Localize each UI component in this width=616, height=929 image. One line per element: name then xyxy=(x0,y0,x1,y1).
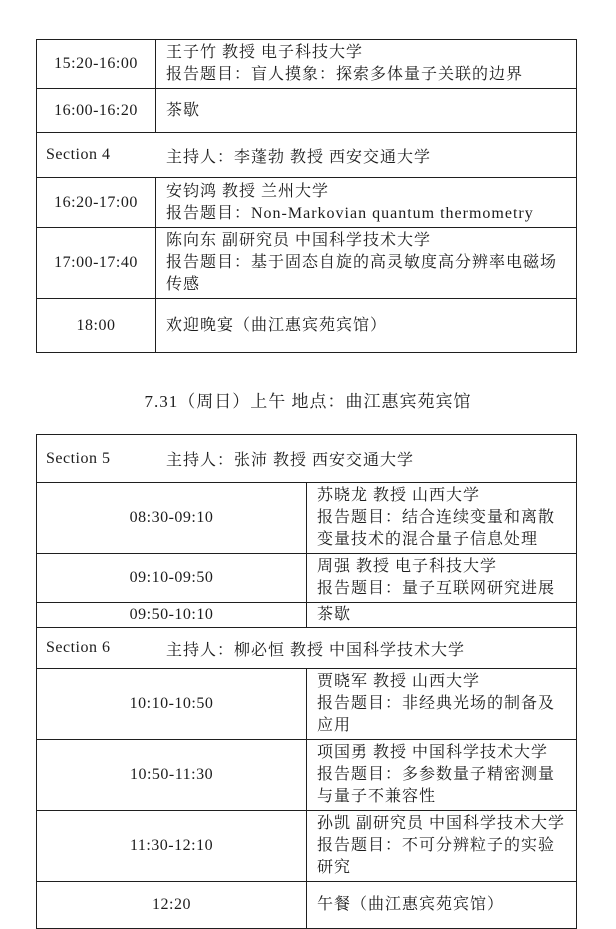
talk-cell xyxy=(156,178,577,228)
break-cell xyxy=(156,89,577,133)
time-cell: 10:50-11:30 xyxy=(37,740,307,811)
break-label: 午餐（曲江惠宾苑宾馆） xyxy=(317,896,505,913)
time-cell: 08:30-09:10 xyxy=(37,483,307,554)
section-cell xyxy=(37,133,577,178)
table-row xyxy=(37,483,577,554)
section-cell xyxy=(37,435,577,483)
table-row xyxy=(37,811,577,882)
time-cell: 12:20 xyxy=(37,882,307,929)
speaker-line: 孙凯 副研究员 中国科学技术大学 xyxy=(317,815,566,832)
talk-cell xyxy=(307,554,577,603)
morning-schedule-table xyxy=(36,434,577,929)
break-cell xyxy=(156,299,577,353)
talk-title-line: 报告题目：不可分辨粒子的实验研究 xyxy=(317,837,556,876)
time-cell: 16:00-16:20 xyxy=(37,89,156,133)
talk-title-line: 报告题目：盲人摸象：探索多体量子关联的边界 xyxy=(166,66,524,83)
talk-cell xyxy=(156,40,577,89)
talk-title-line: 报告题目：结合连续变量和离散变量技术的混合量子信息处理 xyxy=(317,509,556,548)
section-label: Section 5 xyxy=(46,449,111,467)
table-row-section xyxy=(37,435,577,483)
afternoon-schedule-table xyxy=(36,39,577,353)
talk-cell xyxy=(307,811,577,882)
table-row xyxy=(37,40,577,89)
talk-title-line: 报告题目：基于固态自旋的高灵敏度高分辨率电磁场传感 xyxy=(166,254,558,293)
session-chair: 主持人：柳必恒 教授 中国科学技术大学 xyxy=(166,641,466,659)
session-chair: 主持人：张沛 教授 西安交通大学 xyxy=(166,452,415,469)
speaker-line: 周强 教授 电子科技大学 xyxy=(317,558,498,575)
talk-cell xyxy=(156,228,577,299)
table-row xyxy=(37,299,577,353)
talk-title-line: 报告题目：非经典光场的制备及应用 xyxy=(317,695,556,734)
time-cell: 17:00-17:40 xyxy=(37,228,156,299)
table-row xyxy=(37,882,577,929)
time-cell: 09:50-10:10 xyxy=(37,603,307,628)
talk-title-line: 报告题目：Non-Markovian quantum thermometry xyxy=(166,204,534,222)
break-cell xyxy=(307,882,577,929)
talk-cell xyxy=(307,740,577,811)
table-row xyxy=(37,603,577,628)
speaker-line: 王子竹 教授 电子科技大学 xyxy=(166,44,364,61)
table-row xyxy=(37,669,577,740)
break-label: 欢迎晚宴（曲江惠宾苑宾馆） xyxy=(166,316,388,334)
time-cell: 15:20-16:00 xyxy=(37,40,156,89)
talk-title-line: 报告题目：多参数量子精密测量与量子不兼容性 xyxy=(317,766,556,805)
break-label: 茶歇 xyxy=(317,606,352,623)
break-label: 茶歇 xyxy=(166,101,201,119)
speaker-line: 贾晓军 教授 山西大学 xyxy=(317,673,481,690)
speaker-line: 安钧鸿 教授 兰州大学 xyxy=(166,182,330,200)
talk-cell xyxy=(307,669,577,740)
section-label: Section 6 xyxy=(46,639,111,656)
time-cell: 09:10-09:50 xyxy=(37,554,307,603)
table-row xyxy=(37,740,577,811)
talk-title-line: 报告题目：量子互联网研究进展 xyxy=(317,580,556,597)
time-cell: 18:00 xyxy=(37,299,156,353)
break-cell xyxy=(307,603,577,628)
section-label: Section 4 xyxy=(46,146,111,163)
talk-cell xyxy=(307,483,577,554)
speaker-line: 陈向东 副研究员 中国科学技术大学 xyxy=(166,232,432,249)
table-row xyxy=(37,228,577,299)
speaker-line: 项国勇 教授 中国科学技术大学 xyxy=(317,744,549,761)
table-row-section xyxy=(37,628,577,669)
time-cell: 16:20-17:00 xyxy=(37,178,156,228)
time-cell: 10:10-10:50 xyxy=(37,669,307,740)
table-row-section xyxy=(37,133,577,178)
table-row xyxy=(37,554,577,603)
time-cell: 11:30-12:10 xyxy=(37,811,307,882)
section-cell xyxy=(37,628,577,669)
session-date-heading: 7.31（周日）上午 地点：曲江惠宾苑宾馆 xyxy=(144,392,472,411)
speaker-line: 苏晓龙 教授 山西大学 xyxy=(317,487,481,504)
session-chair: 主持人：李蓬勃 教授 西安交通大学 xyxy=(166,148,432,166)
table-row xyxy=(37,178,577,228)
table-row xyxy=(37,89,577,133)
